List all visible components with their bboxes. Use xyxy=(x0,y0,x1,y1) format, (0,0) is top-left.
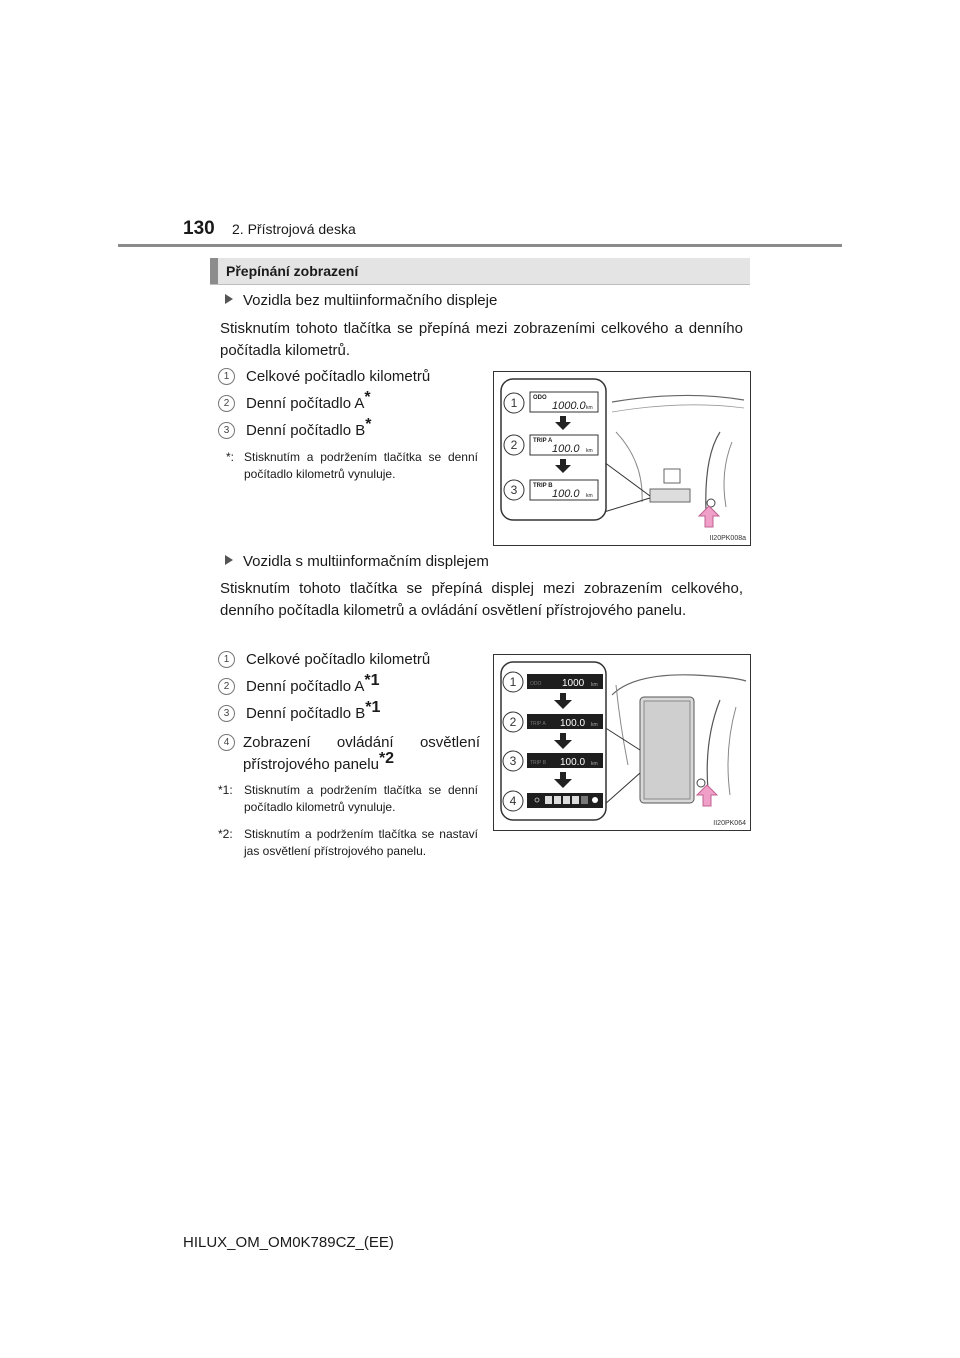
footnote xyxy=(226,449,478,483)
list-item xyxy=(218,651,430,668)
item-text: Denní počítadlo B xyxy=(246,705,366,722)
chapter-title: 2. Přístrojová deska xyxy=(232,221,356,237)
callout-3-label: 3 xyxy=(510,483,518,497)
figure-code: II20PK008a xyxy=(709,535,746,542)
figure-odometer-basic xyxy=(493,371,751,546)
item-number: 3 xyxy=(218,422,235,439)
item-text: Denní počítadlo A xyxy=(246,395,365,412)
list-item xyxy=(218,699,381,722)
bullet-heading-2 xyxy=(225,553,489,570)
display-label: TRIP B xyxy=(530,760,547,766)
section-heading xyxy=(210,258,750,285)
display-label: TRIP A xyxy=(530,721,546,727)
paragraph-2: Stisknutím tohoto tlačítka se přepíná displej mezi zobrazením celkového, denního počítadla kilometrů a ovládání osvětlení přístrojového panelu. xyxy=(220,580,743,619)
section-heading-marker xyxy=(210,258,218,284)
footnote-text: Stisknutím a podržením tlačítka se denní počítadlo kilometrů vynuluje. xyxy=(244,450,478,481)
footnote-mark: *1: xyxy=(218,783,233,797)
section-title: Přepínání zobrazení xyxy=(226,263,359,279)
footnote-ref: * xyxy=(364,389,371,406)
item-text: Celkové počítadlo kilometrů xyxy=(246,651,431,668)
display-unit: km xyxy=(586,493,593,499)
footnote-ref: *1 xyxy=(365,699,381,716)
bullet-heading-1 xyxy=(225,292,497,309)
display-unit: km xyxy=(591,722,598,728)
triangle-bullet-icon xyxy=(225,555,233,565)
display-unit: km xyxy=(591,682,598,688)
bullet-heading-2-text: Vozidla s multiinformačním displejem xyxy=(243,553,489,570)
document-code: HILUX_OM_OM0K789CZ_(EE) xyxy=(183,1234,394,1251)
item-text: Denní počítadlo A xyxy=(246,678,365,695)
header-rule xyxy=(118,244,842,247)
triangle-bullet-icon xyxy=(225,294,233,304)
list-item xyxy=(218,368,430,385)
item-text: Zobrazení ovládání osvětlení přístrojového panelu xyxy=(243,734,480,773)
callout-2-label: 2 xyxy=(510,438,518,452)
footnote xyxy=(218,782,478,816)
item-number: 1 xyxy=(218,651,235,668)
callout-1-label: 1 xyxy=(510,396,518,410)
display-value: 100.0 xyxy=(560,757,586,768)
page-number: 130 xyxy=(183,218,215,239)
display-label: TRIP B xyxy=(533,483,553,489)
item-text: Denní počítadlo B xyxy=(246,422,366,439)
display-label: ODO xyxy=(533,395,547,401)
footnote xyxy=(218,826,478,860)
figure-2-drawing xyxy=(494,655,750,830)
footnote-text: Stisknutím a podržením tlačítka se denní počítadlo kilometrů vynuluje. xyxy=(244,783,478,814)
display-value: 1000.0 xyxy=(552,400,586,412)
list-item xyxy=(218,416,372,439)
figure-odometer-multi-info xyxy=(493,654,751,831)
callout-3-label: 3 xyxy=(509,754,517,768)
list-item xyxy=(218,732,480,776)
display-value: 100.0 xyxy=(552,443,580,455)
item-number: 3 xyxy=(218,705,235,722)
footnote-mark: *: xyxy=(226,450,235,464)
callout-4-label: 4 xyxy=(509,794,517,808)
display-label: ODO xyxy=(530,681,542,687)
figure-1-drawing xyxy=(494,372,750,545)
item-number: 1 xyxy=(218,368,235,385)
footnote-mark: *2: xyxy=(218,827,233,841)
callout-2-label: 2 xyxy=(509,715,517,729)
footnote-ref: *1 xyxy=(364,672,380,689)
display-value: 100.0 xyxy=(560,718,586,729)
display-unit: km xyxy=(591,761,598,767)
list-item xyxy=(218,672,380,695)
display-unit: km xyxy=(586,405,593,411)
bullet-heading-1-text: Vozidla bez multiinformačního displeje xyxy=(243,292,498,309)
item-number: 2 xyxy=(218,395,235,412)
item-number: 2 xyxy=(218,678,235,695)
display-unit: km xyxy=(586,448,593,454)
paragraph-1: Stisknutím tohoto tlačítka se přepíná mezi zobrazeními celkového a denního počítadla kilometrů. xyxy=(220,320,743,359)
display-label: TRIP A xyxy=(533,438,553,444)
list-item xyxy=(218,389,371,412)
item-number: 4 xyxy=(218,734,235,751)
figure-code: II20PK064 xyxy=(713,820,746,827)
callout-1-label: 1 xyxy=(509,675,517,689)
footnote-text: Stisknutím a podržením tlačítka se nastaví jas osvětlení přístrojového panelu. xyxy=(244,827,478,858)
display-value: 1000 xyxy=(562,678,585,689)
footnote-ref: *2 xyxy=(378,750,395,767)
item-text: Celkové počítadlo kilometrů xyxy=(246,368,431,385)
display-value: 100.0 xyxy=(552,488,580,500)
footnote-ref: * xyxy=(365,416,372,433)
